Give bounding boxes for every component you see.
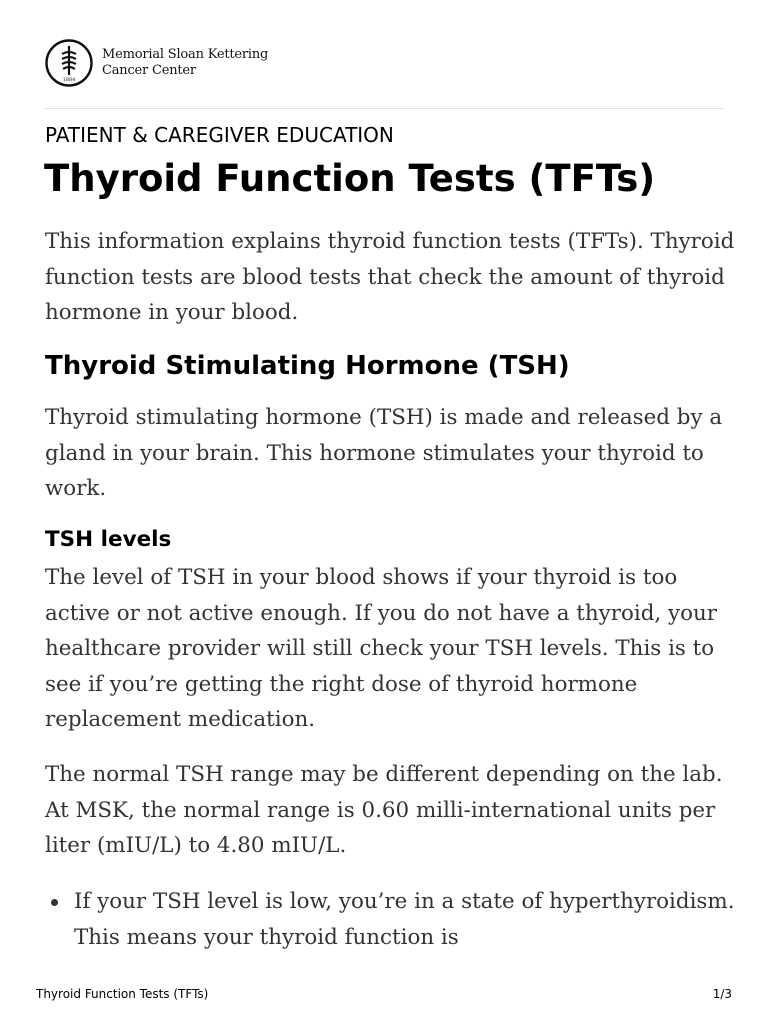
- footer-title: Thyroid Function Tests (TFTs): [36, 987, 209, 1001]
- header-divider: [44, 108, 724, 109]
- logo-line-1: Memorial Sloan Kettering: [102, 47, 269, 62]
- msk-logo-icon: [44, 38, 94, 88]
- tsh-levels-paragraph-2: The normal TSH range may be different depending on the lab. At MSK, the normal range is 0.60 milli-international units per liter (mIU/L) to 4.80 mIU/L.: [45, 762, 723, 858]
- logo-year: 1884: [62, 77, 76, 83]
- logo-line-2: Cancer Center: [102, 63, 196, 78]
- page-header: [44, 38, 268, 88]
- tsh-bullet-list: [45, 884, 735, 955]
- tsh-levels-paragraph-1: The level of TSH in your blood shows if your thyroid is too active or not active enough. If you do not have a thyroid, your healthcare provider will still check your TSH levels. This is to see if you’re getting the right dose of thyroid hormone replacement medication.: [45, 565, 717, 732]
- footer-page-number: 1/3: [712, 987, 732, 1001]
- section-paragraph-tsh: Thyroid stimulating hormone (TSH) is made and released by a gland in your brain. This hormone stimulates your thyroid to work.: [45, 405, 723, 501]
- category-label: PATIENT & CAREGIVER EDUCATION: [45, 123, 394, 147]
- logo-wordmark: [102, 47, 268, 79]
- page-title: Thyroid Function Tests (TFTs): [44, 157, 656, 200]
- bullet-dot-icon: [51, 899, 58, 906]
- intro-paragraph: This information explains thyroid function tests (TFTs). Thyroid function tests are blood tests that check the amount of thyroid hormone in your blood.: [45, 229, 735, 325]
- subsection-heading-tsh-levels: TSH levels: [45, 527, 172, 552]
- list-item-text: If your TSH level is low, you’re in a state of hyperthyroidism. This means your thyroid function is: [74, 889, 735, 950]
- section-heading-tsh: Thyroid Stimulating Hormone (TSH): [45, 351, 570, 381]
- list-item: [45, 884, 735, 955]
